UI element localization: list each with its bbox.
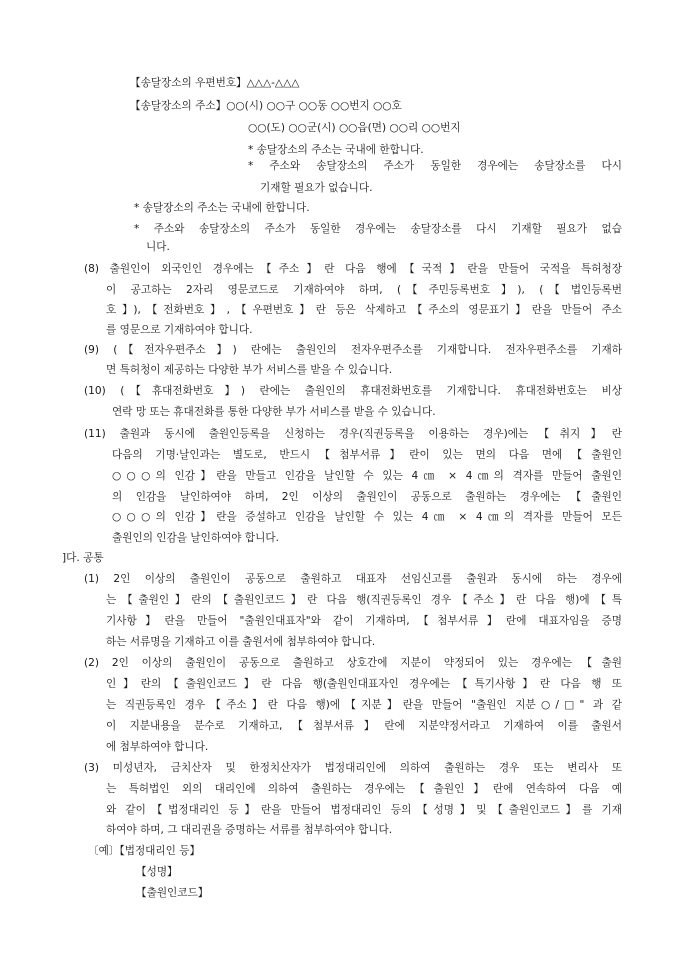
text-line: (11) 출원과 동시에 출원인등록을 신청하는 경우(직권등록을 이용하는 경우)에는【취지】란 [84, 428, 622, 440]
text-line: 니다. [146, 241, 170, 253]
text-line: 기사항】란을 만들어 "출원인대표자"와 같이 기재하며,【첨부서류】란에 대표자임을 증명 [106, 615, 622, 627]
text-line: 출원인의 인감을 날인하여야 합니다. [112, 532, 279, 544]
example-item-code: 【출원인코드】 [136, 887, 209, 899]
text-line: (1) 2인 이상의 출원인이 공동으로 출원하고 대표자 선임신고를 출원과 동시에 하는 경우에 [84, 573, 622, 585]
text-line: ○○○의 인감】란을 만들고 인감을 날인할 수 있는 4㎝ × 4㎝의 격자를 만들어 출원인 [112, 470, 622, 482]
text-line: 【송달장소의 우편번호】△△△-△△△ [130, 77, 300, 89]
example-label: 〔예〕【법정대리인 등】 [88, 845, 201, 857]
text-line: (3) 미성년자, 금치산자 및 한정치산자가 법정대리인에 의하여 출원하는 경우 또는 변리사 또 [84, 762, 622, 774]
text-line: 면 특허청이 제공하는 다양한 부가 서비스를 받을 수 있습니다. [106, 364, 393, 376]
text-line: (2) 2인 이상의 출원인이 공동으로 출원하고 상호간에 지분이 약정되어 있는 경우에는【출원 [84, 657, 622, 669]
text-line: (10) (【휴대전화번호】) 란에는 출원인의 휴대전화번호를 기재합니다. 휴대전화번호는 비상 [84, 385, 622, 397]
text-line: 호】),【전화번호】,【우편번호】란 등은 삭제하고【주소의 영문표기】란을 만들어 주소 [106, 304, 622, 316]
text-line: 하는 서류명을 기재하고 이를 출원서에 첨부하여야 합니다. [106, 636, 376, 648]
text-line: 와 같이【법정대리인 등】란을 만들어 법정대리인 등의【성명】및【출원인코드】를 기재 [106, 804, 622, 816]
text-line: ○○(도) ○○군(시) ○○읍(면) ○○리 ○○번지 [248, 122, 461, 134]
text-line: (9) (【전자우편주소】) 란에는 출원인의 전자우편주소를 기재합니다. 전자우편주소를 기재하 [84, 344, 622, 356]
text-line: 기재할 필요가 없습니다. [260, 182, 373, 194]
text-line: * 주소와 송달장소의 주소가 동일한 경우에는 송달장소를 다시 [248, 160, 622, 172]
text-line: * 송달장소의 주소는 국내에 한합니다. [248, 144, 424, 156]
text-line: (8) 출원인이 외국인인 경우에는【주소】란 다음 행에【국적】란을 만들어 국적을 특허청장 [84, 263, 622, 275]
text-line: 【송달장소의 주소】○○(시) ○○구 ○○동 ○○번지 ○○호 [130, 100, 402, 112]
text-line: * 송달장소의 주소는 국내에 한합니다. [134, 202, 310, 214]
example-item-name: 【성명】 [136, 866, 178, 878]
text-line: 다음의 기명·날인과는 별도로, 반드시【첨부서류】란이 있는 면의 다음 면에【출원인 [112, 449, 622, 461]
text-line: 는 특허법인 외의 대리인에 의하여 출원하는 경우에는【출원인】란에 연속하여 다음 예 [106, 783, 622, 795]
text-line: 이 공고하는 2자리 영문코드로 기재하여야 하며, (【주민등록번호】), (【법인등록번 [106, 284, 622, 296]
text-line: ○○○의 인감】란을 증설하고 인감을 날인할 수 있는 4㎝ × 4㎝의 격자를 만들어 모든 [112, 511, 622, 523]
text-line: 는 직권등록인 경우【주소】란 다음 행)에【지분】란을 만들어 "출원인 지분○/□" 과 같 [106, 699, 622, 711]
text-line: 를 영문으로 기재하여야 합니다. [106, 324, 253, 336]
text-line: 인】란의【출원인코드】란 다음 행(출원인대표자인 경우에는【특기사항】란 다음 행 또 [106, 678, 622, 690]
text-line: 이 지분내용을 분수로 기재하고,【첨부서류】란에 지분약정서라고 기재하여 이를 출원서 [106, 720, 622, 732]
text-line: 연락 망 또는 휴대전화를 통한 다양한 부가 서비스를 받을 수 있습니다. [112, 406, 436, 418]
text-line: 의 인감을 날인하여야 하며, 2인 이상의 출원인이 공동으로 출원하는 경우에는【출원인 [112, 491, 622, 503]
text-line: 는【출원인】란의【출원인코드】란 다음 행(직권등록인 경우【주소】란 다음 행)에【특 [106, 594, 622, 606]
section-heading: ]다. 공통 [62, 552, 104, 564]
text-line: 하여야 하며, 그 대리권을 증명하는 서류를 첨부하여야 합니다. [106, 824, 393, 836]
text-line: 에 첨부하여야 합니다. [106, 741, 209, 753]
text-line: * 주소와 송달장소의 주소가 동일한 경우에는 송달장소를 다시 기재할 필요가 없습 [134, 223, 622, 235]
